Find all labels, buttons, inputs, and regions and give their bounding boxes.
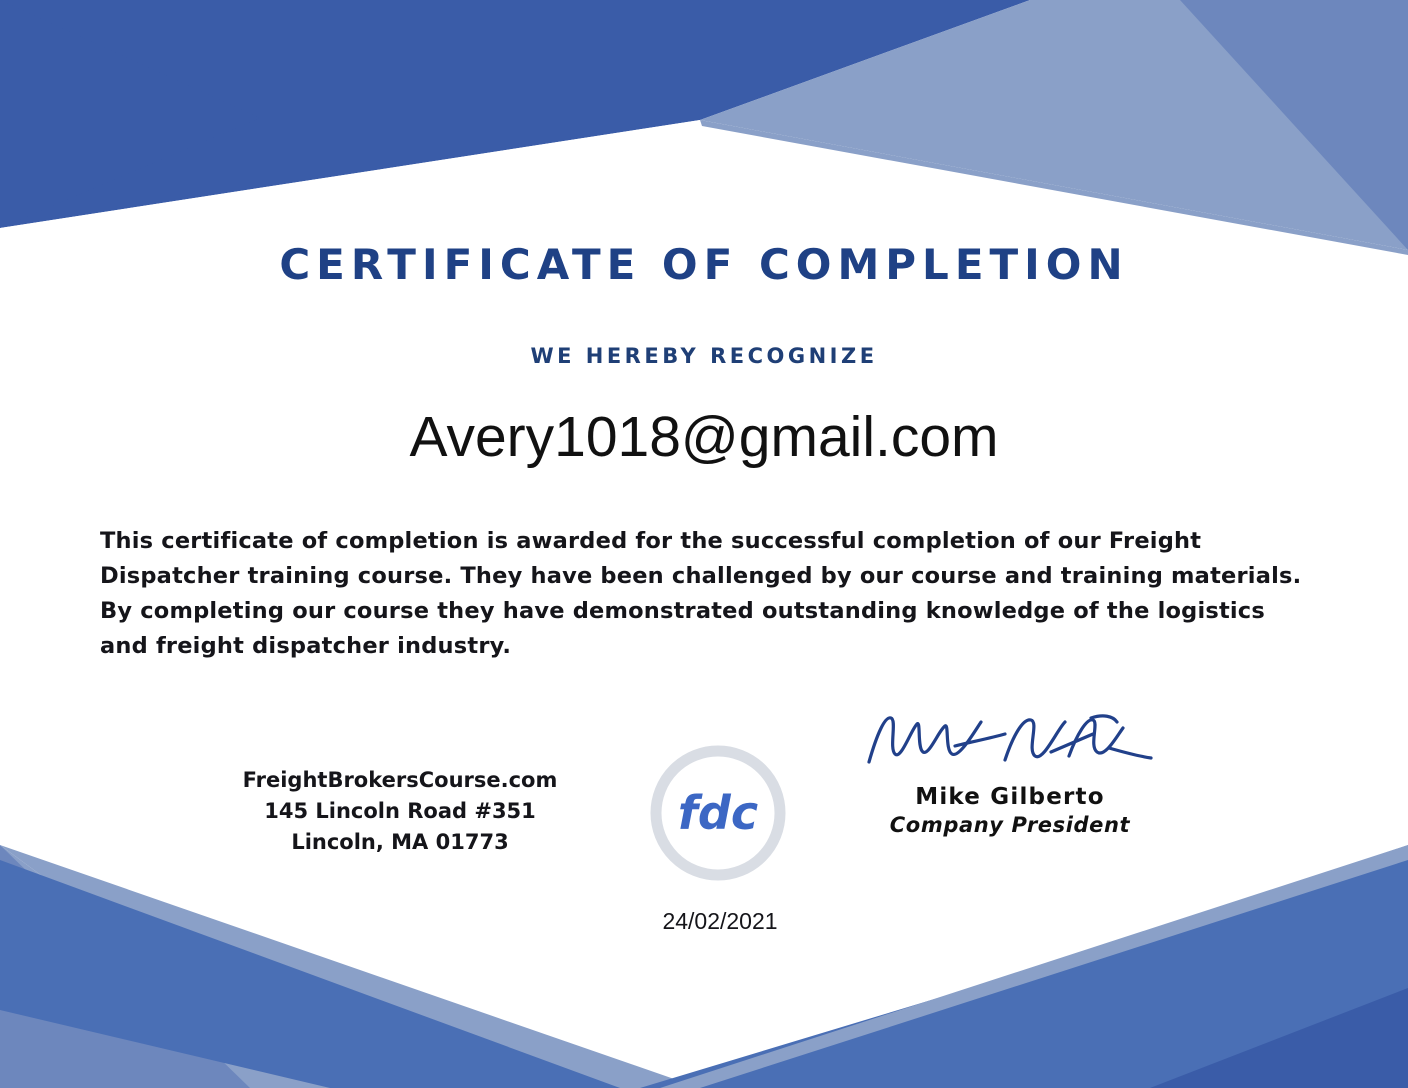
issue-date: 24/02/2021 <box>662 908 778 934</box>
recognition-subtitle: WE HEREBY RECOGNIZE <box>530 344 878 368</box>
signature-icon <box>855 700 1165 778</box>
certificate-body-text: This certificate of completion is awarded for the successful completion of our Freight Dispatcher training course. They have been challenged by our course and training materials. By completing our course they have demonstrated outstanding knowledge of the logistics and freight dispatcher industry. <box>100 528 1302 659</box>
signature-block <box>820 700 1200 837</box>
page-title: CERTIFICATE OF COMPLETION <box>279 240 1129 289</box>
fdc-logo <box>650 745 786 881</box>
organization-address-line1: 145 Lincoln Road #351 <box>264 799 536 824</box>
signatory-name: Mike Gilberto <box>915 784 1105 810</box>
fdc-logo-text: fdc <box>677 786 759 840</box>
organization-address-line2: Lincoln, MA 01773 <box>291 830 509 855</box>
signatory-role: Company President <box>889 813 1131 837</box>
recipient-name: Avery1018@gmail.com <box>409 405 999 469</box>
organization-website: FreightBrokersCourse.com <box>242 768 558 792</box>
fdc-logo-icon <box>650 745 786 881</box>
organization-address <box>120 765 680 858</box>
